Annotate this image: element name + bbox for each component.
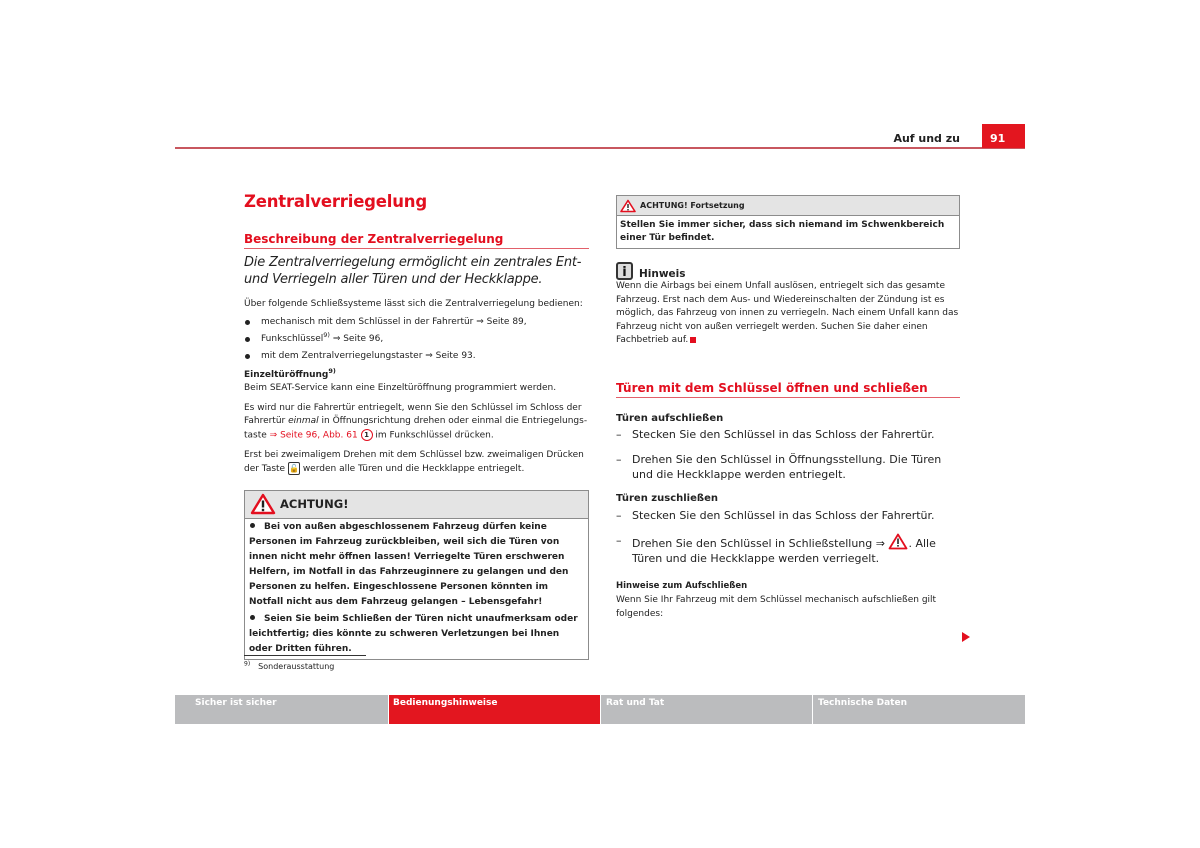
callout-number: 1 [361,429,373,441]
warning-continued-text: Stellen Sie immer sicher, dass sich niemand im Schwenkbereich einer Tür befindet. [620,220,945,243]
lead-paragraph: Die Zentralverriegelung ermöglicht ein zentrales Ent- und Verriegeln aller Türen und der Heckklappe. [244,255,582,287]
list-item: – Drehen Sie den Schlüssel in Öffnungsstellung. Die Türen und die Heckklappe werden entriegelt. [616,452,960,482]
hints-heading: Hinweise zum Aufschließen [616,580,748,591]
lock-heading: Türen zuschließen [616,493,718,504]
single-door-p2: Es wird nur die Fahrertür entriegelt, wenn Sie den Schlüssel im Schloss der Fahrertür einmal in Öffnungsrichtung drehen oder einmal die Entriegelungs-taste ⇒ Seite 96, Abb. 61 1 im Funkschlüssel drücken. [244,402,588,440]
footnote: $^{9)}$ Sonderausstattung [244,660,335,671]
list-item: Funkschlüssel$^{9)}$ ⇒ Seite 96, [244,331,589,348]
unlock-key-icon: 🔓 [288,464,299,473]
note-header [616,262,960,280]
single-door-p1: Beim SEAT-Service kann eine Einzeltüröffnung programmiert werden. [244,383,557,393]
warning-continued-title: ACHTUNG! Fortsetzung [640,201,745,210]
lock-steps [616,508,960,566]
warning-icon [620,199,636,213]
unlock-steps [616,427,960,482]
warning-item: Bei von außen abgeschlossenem Fahrzeug dürfen keine Personen im Fahrzeug zurückbleiben, weil sich die Türen von innen nicht mehr öffnen lassen! Verriegelte Türen erschweren Helfern, im Notfall in das Fahrzeuginnere zu gelangen und den Personen zu helfen. Eingeschlossene Personen könnten im Notfall nicht aus dem Fahrzeug gelangen – Lebensgefahr! [249,521,569,607]
tab-bedienungshinweise[interactable]: Bedienungshinweise [389,695,600,724]
section-title: Zentralverriegelung [244,192,427,211]
list-item: – Stecken Sie den Schlüssel in das Schloss der Fahrertür. [616,427,960,442]
list-item: mit dem Zentralverriegelungstaster ⇒ Seite 93. [244,348,589,365]
right-column [616,195,960,621]
hints-text: Wenn Sie Ihr Fahrzeug mit dem Schlüssel mechanisch aufschließen gilt folgendes: [616,595,937,619]
list-item: – Stecken Sie den Schlüssel in das Schloss der Fahrertür. [616,508,960,523]
warning-icon [250,493,276,515]
tab-technische-daten[interactable]: Technische Daten [813,695,1025,724]
info-icon: i [616,262,633,280]
end-marker-icon [690,337,696,343]
single-door-p3: Erst bei zweimaligem Drehen mit dem Schlüssel bzw. zweimaligen Drücken der Taste 🔓 werden alle Türen und die Heckklappe entriegelt. [244,449,584,474]
warning-title: ACHTUNG! [280,497,349,511]
intro-paragraph: Über folgende Schließsysteme lässt sich die Zentralverriegelung bedienen: [244,299,583,309]
page-number: 91 [982,124,1025,148]
unlock-heading: Türen aufschließen [616,412,724,424]
page-link[interactable]: ⇒ Seite 96, Abb. 61 [269,430,358,440]
footnote-ref: 9) [328,366,336,375]
single-door-heading: Einzeltüröffnung$^{9)}$ [244,366,336,380]
tab-sicher-ist-sicher[interactable]: Sicher ist sicher [175,695,388,724]
locking-systems-list [244,314,589,365]
note-text: Wenn die Airbags bei einem Unfall auslösen, entriegelt sich das gesamte Fahrzeug. Erst nach dem Aus- und Wiedereinschalten der Zündung ist es möglich, das Fahrzeug von innen zu verriegeln. Nach einem Unfall kann das Fahrzeug nicht von außen verriegelt werden. Suchen Sie daher einen Fachbetrieb auf. [616,281,959,345]
left-column [244,192,589,660]
list-item: mechanisch mit dem Schlüssel in der Fahrertür ⇒ Seite 89, [244,314,589,331]
footnote-ref: 9) [323,330,330,339]
warning-continued-box [616,195,960,249]
tab-rat-und-tat[interactable]: Rat und Tat [601,695,812,724]
header-rule [175,147,1025,149]
note-title: Hinweis [639,268,686,280]
subsection-title: Beschreibung der Zentralverriegelung [244,232,589,249]
list-item: – Drehen Sie den Schlüssel in Schließstellung ⇒ . Alle Türen und die Heckklappe werden verriegelt. [616,533,960,566]
warning-icon [888,533,908,550]
section-title-keys: Türen mit dem Schlüssel öffnen und schließen [616,381,960,398]
warning-box [244,490,589,660]
chapter-title: Auf und zu [893,132,960,145]
warning-item: Seien Sie beim Schließen der Türen nicht unaufmerksam oder leichtfertig; dies könnte zu schweren Verletzungen bei Ihnen oder Dritten führen. [249,613,578,654]
footnote-rule [244,655,366,656]
continue-arrow-icon [962,632,970,642]
